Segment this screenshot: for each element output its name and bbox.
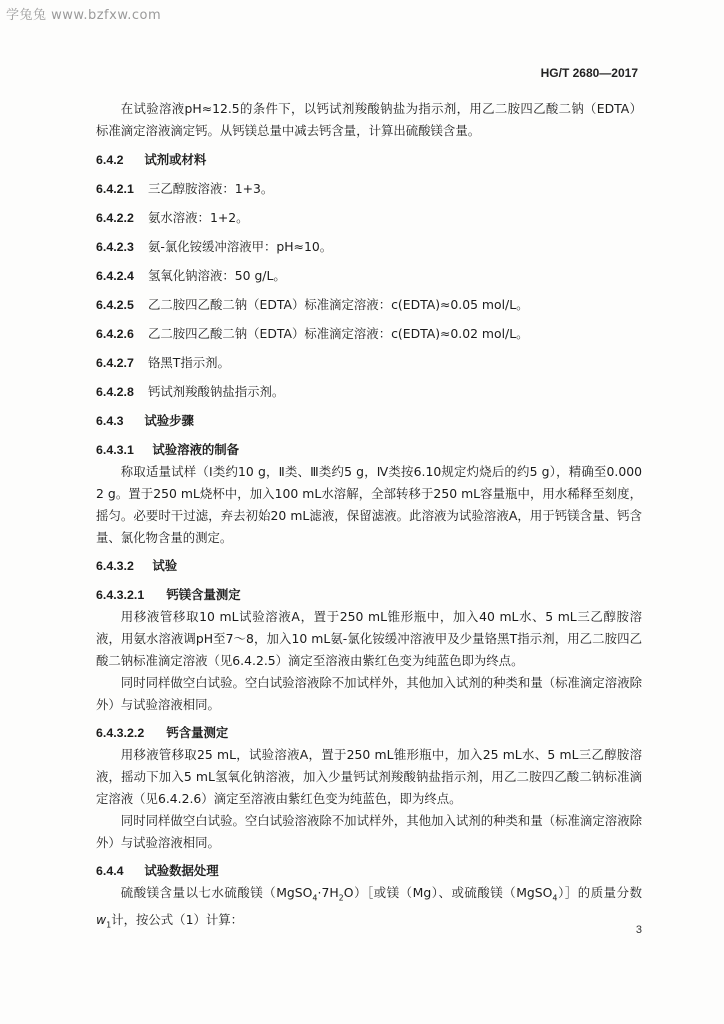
calculation-paragraph [96, 882, 642, 937]
subscript: 2 [338, 893, 344, 903]
section-6-4-3-1 [96, 439, 642, 461]
reagent-item [96, 265, 642, 287]
section-title: 试剂或材料 [144, 152, 207, 167]
reagent-item [96, 352, 642, 374]
reagent-item [96, 236, 642, 258]
section-6-4-4 [96, 860, 642, 882]
section-number: 6.4.3.2 [96, 559, 134, 573]
section-number: 6.4.2 [96, 153, 124, 167]
item-number: 6.4.2.5 [96, 298, 134, 312]
section-title: 试验步骤 [144, 413, 194, 428]
item-text: 氨-氯化铵缓冲溶液甲：pH≈10。 [148, 239, 333, 254]
item-number: 6.4.2.4 [96, 269, 134, 283]
intro-paragraph: 在试验溶液pH≈12.5的条件下，以钙试剂羧酸钠盐为指示剂，用乙二胺四乙酸二钠（EDTA）标准滴定溶液滴定钙。从钙镁总量中减去钙含量，计算出硫酸镁含量。 [96, 101, 642, 138]
page-number: 3 [635, 924, 642, 936]
section-title: 试验数据处理 [144, 863, 219, 878]
calc-text: ·7H [317, 885, 339, 900]
item-number: 6.4.2.8 [96, 385, 134, 399]
item-text: 氨水溶液：1+2。 [148, 210, 249, 225]
preparation-paragraph: 称取适量试样（Ⅰ类约10 g，Ⅱ类、Ⅲ类约5 g，Ⅳ类按6.10规定灼烧后的约5 g），精确至0.000 2 g。置于250 mL烧杯中，加入100 mL水溶解，全部转移于250 mL容量瓶中，用水稀释至刻度，摇匀。必要时干过滤，弃去初始20 mL滤液，保留滤液。此溶液为试验溶液A，用于钙镁含量、钙含量、氯化物含量的测定。 [96, 464, 642, 545]
section-6-4-3-2-2 [96, 722, 642, 744]
item-text: 钙试剂羧酸钠盐指示剂。 [148, 384, 285, 399]
reagent-item [96, 207, 642, 229]
mass-fraction-symbol: w [96, 912, 107, 928]
ca-paragraph-2: 同时同样做空白试验。空白试验溶液除不加试样外，其他加入试剂的种类和量（标准滴定溶液除外）与试验溶液相同。 [96, 813, 642, 850]
section-number: 6.4.4 [96, 864, 124, 878]
calc-text: 硫酸镁含量以七水硫酸镁（MgSO [120, 885, 313, 900]
section-number: 6.4.3.2.2 [96, 726, 145, 740]
watermark: 学兔兔 www.bzfxw.com [6, 8, 162, 23]
item-text: 铬黑T指示剂。 [148, 355, 230, 370]
ca-mg-paragraph-1: 用移液管移取10 mL试验溶液A，置于250 mL锥形瓶中，加入40 mL水、5 mL三乙醇胺溶液，用氨水溶液调pH至7～8，加入10 mL氨-氯化铵缓冲溶液甲及少量铬黑T指示剂，用乙二胺四乙酸二钠标准滴定溶液（见6.4.2.5）滴定至溶液由紫红色变为纯蓝色即为终点。 [96, 609, 642, 668]
calc-text: O）［或镁（Mg）、或硫酸镁（MgSO [343, 885, 553, 900]
section-number: 6.4.3.1 [96, 443, 134, 457]
section-title: 试验溶液的制备 [152, 442, 240, 457]
reagent-item [96, 178, 642, 200]
item-number: 6.4.2.6 [96, 327, 134, 341]
item-number: 6.4.2.7 [96, 356, 134, 370]
section-6-4-2 [96, 149, 642, 171]
subscript: 4 [312, 893, 318, 903]
section-6-4-3-2 [96, 555, 642, 577]
item-text: 乙二胺四乙酸二钠（EDTA）标准滴定溶液：c(EDTA)≈0.05 mol/L。 [148, 297, 529, 312]
subscript: 4 [552, 893, 558, 903]
section-title: 钙含量测定 [166, 725, 229, 740]
subscript: 1 [106, 920, 112, 930]
item-text: 乙二胺四乙酸二钠（EDTA）标准滴定溶液：c(EDTA)≈0.02 mol/L。 [148, 326, 529, 341]
ca-mg-paragraph-2: 同时同样做空白试验。空白试验溶液除不加试样外，其他加入试剂的种类和量（标准滴定溶液除外）与试验溶液相同。 [96, 675, 642, 712]
section-title: 试验 [152, 558, 178, 573]
calc-text: ）］的质量分数 [557, 885, 642, 900]
reagent-item [96, 323, 642, 345]
reagent-item [96, 381, 642, 403]
section-title: 钙镁含量测定 [166, 587, 241, 602]
standard-code: HG/T 2680—2017 [540, 66, 638, 80]
item-number: 6.4.2.1 [96, 182, 134, 196]
calc-text: 计，按公式（1）计算： [111, 912, 244, 928]
section-6-4-3 [96, 410, 642, 432]
item-text: 三乙醇胺溶液：1+3。 [148, 181, 274, 196]
section-6-4-3-2-1 [96, 584, 642, 606]
item-number: 6.4.2.2 [96, 211, 134, 225]
reagent-item [96, 294, 642, 316]
document-body [96, 98, 642, 937]
section-number: 6.4.3.2.1 [96, 588, 145, 602]
item-text: 氢氧化钠溶液：50 g/L。 [148, 268, 286, 283]
section-number: 6.4.3 [96, 414, 124, 428]
item-number: 6.4.2.3 [96, 240, 134, 254]
ca-paragraph-1: 用移液管移取25 mL，试验溶液A，置于250 mL锥形瓶中，加入25 mL水、5 mL三乙醇胺溶液，摇动下加入5 mL氢氧化钠溶液，加入少量钙试剂羧酸钠盐指示剂，用乙二胺四乙酸二钠标准滴定溶液（见6.4.2.6）滴定至溶液由紫红色变为纯蓝色，即为终点。 [96, 747, 642, 806]
